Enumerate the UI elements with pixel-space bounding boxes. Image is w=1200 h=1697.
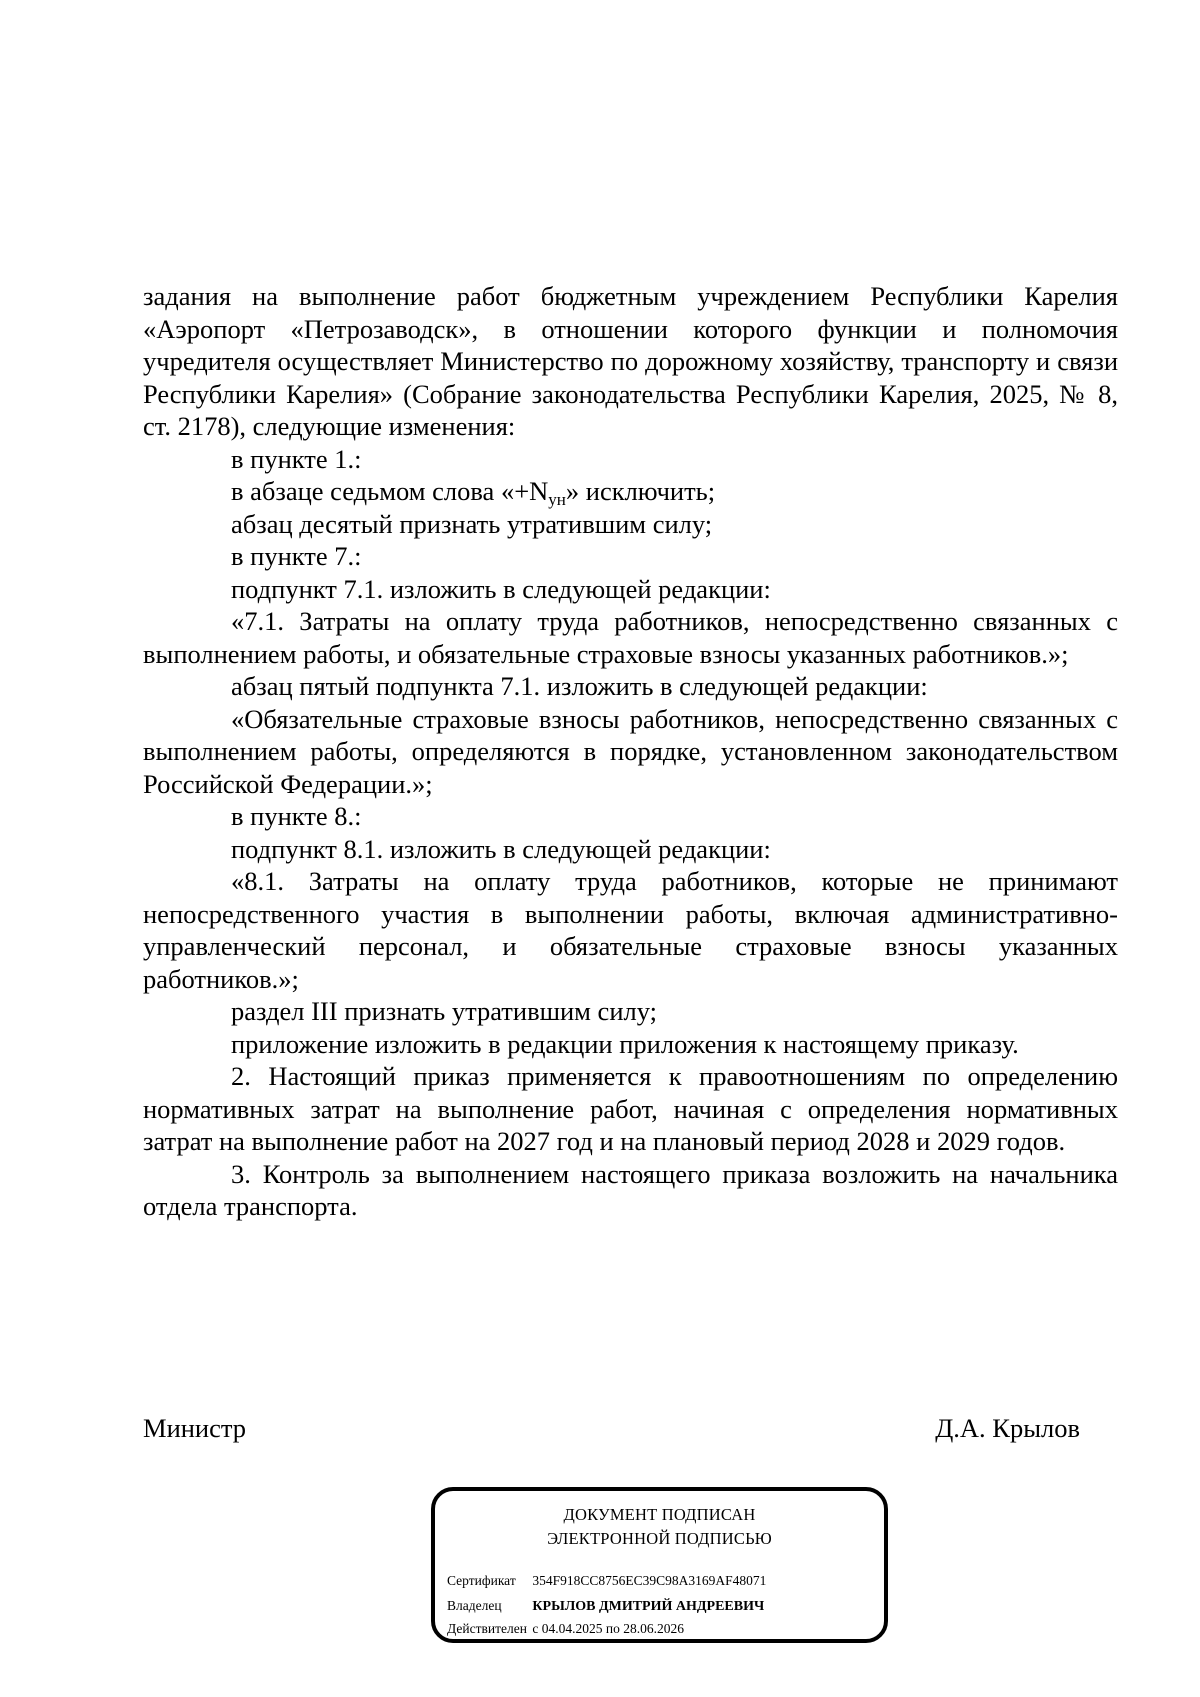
stamp-owner-value: КРЫЛОВ ДМИТРИЙ АНДРЕЕВИЧ [532,1599,765,1614]
paragraph-section-3: раздел III признать утратившим силу; [231,996,657,1026]
signatory-position: Министр [143,1413,247,1443]
subscript-un: ун [548,490,566,509]
paragraph-clause-3: 3. Контроль за выполнением настоящего приказа возложить на начальника отдела транспорта. [143,1158,1118,1221]
paragraph-paragraph-5: абзац пятый подпункта 7.1. изложить в следующей редакции: [231,671,928,701]
paragraph-quote-insurance: «Обязательные страховые взносы работников, непосредственно связанных с выполнением работы, определяются в порядке, установленном законодательством Российской Федерации.»; [143,703,1118,799]
stamp-title-line-2: ЭЛЕКТРОННОЙ ПОДПИСЬЮ [547,1529,772,1548]
stamp-certificate-label: Сертификат [447,1573,516,1588]
electronic-signature-stamp [431,1487,888,1643]
stamp-title-line-1: ДОКУМЕНТ ПОДПИСАН [563,1505,756,1524]
stamp-validity-value: с 04.04.2025 по 28.06.2026 [532,1621,684,1636]
paragraph-paragraph-7 [143,475,1118,508]
stamp-owner-row [447,1597,764,1616]
paragraph-item-7: в пункте 7.: [231,541,362,571]
signatory-name: Д.А. Крылов [935,1413,1080,1443]
paragraph-subitem-7-1: подпункт 7.1. изложить в следующей редакции: [231,573,771,604]
stamp-certificate-row [447,1572,766,1590]
stamp-certificate-value: 354F918CC8756EC39C98A3169AF48071 [532,1573,767,1588]
stamp-validity-label: Действителен [447,1621,527,1636]
stamp-validity-row [447,1620,684,1638]
document-body [143,280,1118,1223]
paragraph-intro: задания на выполнение работ бюджетным учреждением Республики Карелия «Аэропорт «Петрозаводск», в отношении которого функции и полномочия учредителя осуществляет Министерство по дорожному хозяйству, транспорту и связи Республики Карелия» (Собрание законодательства Республики Карелия, 2025, № 8, ст. 2178), следующие изменения: [143,281,1118,441]
paragraph-clause-2: 2. Настоящий приказ применяется к правоотношениям по определению нормативных затрат на выполнение работ, начиная с определения нормативных затрат на выполнение работ на 2027 год и на плановый период 2028 и 2029 годов. [143,1061,1118,1156]
paragraph-subitem-8-1: подпункт 8.1. изложить в следующей редакции: [231,833,771,864]
paragraph-appendix: приложение изложить в редакции приложения к настоящему приказу. [231,1028,1019,1059]
paragraph-text-part: » исключить; [565,476,716,506]
stamp-owner-label: Владелец [447,1598,502,1613]
paragraph-quote-8-1: «8.1. Затраты на оплату труда работников, которые не принимают непосредственного участия в выполнении работы, включая административно-управленческий персонал, и обязательные страховые взносы указанных работников.»; [143,866,1118,994]
paragraph-text-part: в абзаце седьмом слова «+N [231,476,549,506]
paragraph-item-8: в пункте 8.: [231,801,362,831]
paragraph-item-1: в пункте 1.: [231,443,362,474]
paragraph-quote-7-1: «7.1. Затраты на оплату труда работников, непосредственно связанных с выполнением работы, и обязательные страховые взносы указанных работников.»; [143,606,1118,669]
paragraph-paragraph-10: абзац десятый признать утратившим силу; [231,508,713,539]
